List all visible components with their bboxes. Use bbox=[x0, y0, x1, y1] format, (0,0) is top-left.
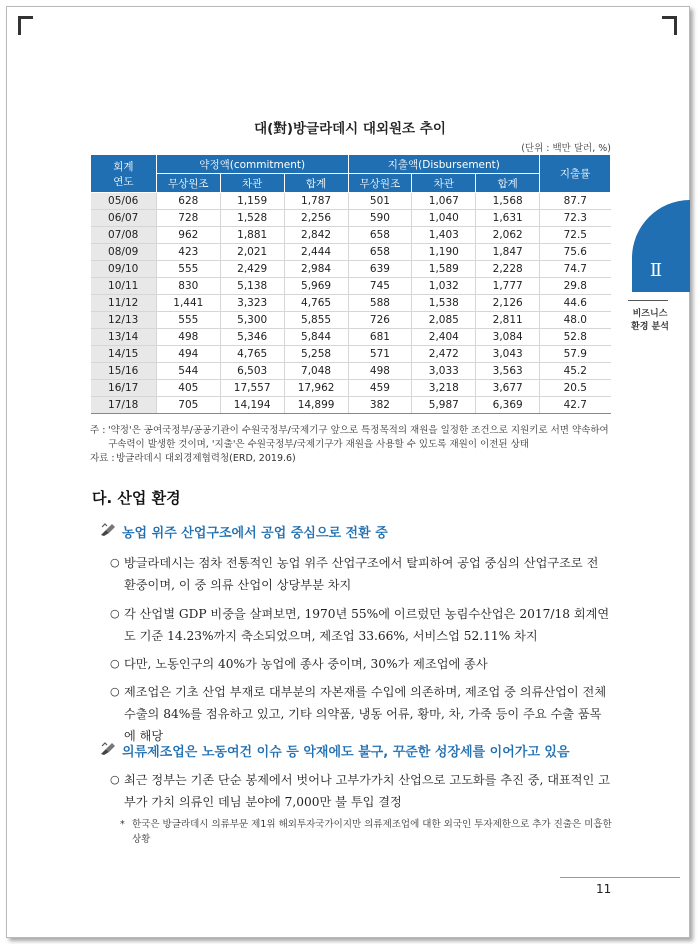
table-cell: 658 bbox=[348, 227, 412, 244]
table-cell: 5,300 bbox=[220, 312, 284, 329]
table-cell: 745 bbox=[348, 278, 412, 295]
table-cell: 639 bbox=[348, 261, 412, 278]
bullet-item bbox=[110, 681, 610, 747]
chapter-tab-label bbox=[624, 308, 676, 334]
table-cell: 726 bbox=[348, 312, 412, 329]
table-cell: 2,444 bbox=[284, 244, 348, 261]
table-cell: 459 bbox=[348, 380, 412, 397]
header-sub: 합계 bbox=[476, 174, 540, 193]
table-cell: 2,228 bbox=[476, 261, 540, 278]
table-row bbox=[91, 312, 611, 329]
table-cell: 501 bbox=[348, 193, 412, 210]
table-cell: 4,765 bbox=[284, 295, 348, 312]
table-cell: 3,084 bbox=[476, 329, 540, 346]
table-cell: 57.9 bbox=[540, 346, 611, 363]
table-cell: 14,194 bbox=[220, 397, 284, 414]
row-year-cell: 10/11 bbox=[91, 278, 157, 295]
table-cell: 2,021 bbox=[220, 244, 284, 261]
circle-bullet-icon: ○ bbox=[110, 773, 120, 786]
table-cell: 6,503 bbox=[220, 363, 284, 380]
bullet-text: 최근 정부는 기존 단순 봉제에서 벗어나 고부가가치 산업으로 고도화를 추진 중, 대표적인 고부가 가치 의류인 데님 분야에 7,000만 불 투입 결정 bbox=[124, 773, 610, 809]
table-cell: 2,429 bbox=[220, 261, 284, 278]
table-row bbox=[91, 278, 611, 295]
table-cell: 44.6 bbox=[540, 295, 611, 312]
row-year-cell: 05/06 bbox=[91, 193, 157, 210]
row-year-cell: 15/16 bbox=[91, 363, 157, 380]
subsection-title-2 bbox=[100, 741, 570, 760]
table-cell: 1,032 bbox=[412, 278, 476, 295]
table-cell: 1,040 bbox=[412, 210, 476, 227]
pen-icon bbox=[100, 523, 116, 541]
table-cell: 2,472 bbox=[412, 346, 476, 363]
table-cell: 17,557 bbox=[220, 380, 284, 397]
table-cell: 1,067 bbox=[412, 193, 476, 210]
header-sub: 합계 bbox=[284, 174, 348, 193]
page-number-rule bbox=[560, 877, 680, 878]
table-cell: 3,043 bbox=[476, 346, 540, 363]
table-cell: 75.6 bbox=[540, 244, 611, 261]
header-rate: 지출률 bbox=[540, 155, 611, 193]
table-row bbox=[91, 193, 611, 210]
chapter-tab-rule bbox=[628, 300, 668, 301]
bullet-text: 각 산업별 GDP 비중을 살펴보면, 1970년 55%에 이르렀던 농림수산업은 2017/18 회계연도 기준 14.23%까지 축소되었으며, 제조업 33.66%, 서비스업 52.11% 차지 bbox=[124, 607, 610, 643]
table-cell: 74.7 bbox=[540, 261, 611, 278]
table-cell: 382 bbox=[348, 397, 412, 414]
table-cell: 1,589 bbox=[412, 261, 476, 278]
table-row bbox=[91, 227, 611, 244]
row-year-cell: 11/12 bbox=[91, 295, 157, 312]
pen-icon bbox=[100, 742, 116, 760]
table-cell: 5,138 bbox=[220, 278, 284, 295]
chapter-label-line1: 비즈니스 bbox=[632, 309, 668, 319]
page-number: 11 bbox=[596, 882, 612, 896]
table-cell: 588 bbox=[348, 295, 412, 312]
table-cell: 1,538 bbox=[412, 295, 476, 312]
row-year-cell: 09/10 bbox=[91, 261, 157, 278]
table-cell: 705 bbox=[156, 397, 220, 414]
table-cell: 681 bbox=[348, 329, 412, 346]
table-row bbox=[91, 363, 611, 380]
table-cell: 1,528 bbox=[220, 210, 284, 227]
circle-bullet-icon: ○ bbox=[110, 685, 120, 698]
table-unit: (단위 : 백만 달러, %) bbox=[521, 143, 611, 154]
table-cell: 2,404 bbox=[412, 329, 476, 346]
bullet-item bbox=[110, 653, 610, 675]
table-row bbox=[91, 261, 611, 278]
header-commitment: 약정액(commitment) bbox=[156, 155, 348, 174]
subsection-title-text: 농업 위주 산업구조에서 공업 중심으로 전환 중 bbox=[122, 526, 388, 541]
table-row bbox=[91, 210, 611, 227]
table-cell: 1,568 bbox=[476, 193, 540, 210]
table-cell: 2,085 bbox=[412, 312, 476, 329]
chapter-numeral: Ⅱ bbox=[649, 260, 663, 281]
table-cell: 498 bbox=[156, 329, 220, 346]
row-year-cell: 12/13 bbox=[91, 312, 157, 329]
table-cell: 498 bbox=[348, 363, 412, 380]
row-year-cell: 17/18 bbox=[91, 397, 157, 414]
table-cell: 1,441 bbox=[156, 295, 220, 312]
table-row bbox=[91, 380, 611, 397]
circle-bullet-icon: ○ bbox=[110, 657, 120, 670]
row-year-cell: 06/07 bbox=[91, 210, 157, 227]
subsection-title-text: 의류제조업은 노동여건 이슈 등 악재에도 불구, 꾸준한 성장세를 이어가고 있음 bbox=[122, 745, 570, 760]
row-year-cell: 14/15 bbox=[91, 346, 157, 363]
bullet-item bbox=[110, 552, 610, 596]
source-label: 자료 : bbox=[90, 453, 115, 464]
table-cell: 29.8 bbox=[540, 278, 611, 295]
header-sub: 무상원조 bbox=[348, 174, 412, 193]
bullet-item bbox=[110, 603, 610, 647]
table-cell: 42.7 bbox=[540, 397, 611, 414]
table-cell: 5,855 bbox=[284, 312, 348, 329]
table-cell: 2,062 bbox=[476, 227, 540, 244]
table-cell: 5,346 bbox=[220, 329, 284, 346]
table-cell: 1,787 bbox=[284, 193, 348, 210]
bullet-text: 다만, 노동인구의 40%가 농업에 종사 중이며, 30%가 제조업에 종사 bbox=[124, 657, 488, 671]
table-cell: 544 bbox=[156, 363, 220, 380]
circle-bullet-icon: ○ bbox=[110, 607, 120, 620]
table-cell: 2,256 bbox=[284, 210, 348, 227]
table-title: 대(對)방글라데시 대외원조 추이 bbox=[254, 121, 446, 137]
table-row bbox=[91, 397, 611, 414]
table-cell: 7,048 bbox=[284, 363, 348, 380]
table-cell: 4,765 bbox=[220, 346, 284, 363]
table-cell: 555 bbox=[156, 261, 220, 278]
table-cell: 1,159 bbox=[220, 193, 284, 210]
table-row bbox=[91, 295, 611, 312]
aid-table bbox=[90, 154, 611, 414]
table-cell: 658 bbox=[348, 244, 412, 261]
circle-bullet-icon: ○ bbox=[110, 556, 120, 569]
table-cell: 6,369 bbox=[476, 397, 540, 414]
table-cell: 3,218 bbox=[412, 380, 476, 397]
footnote-mark: * bbox=[120, 819, 125, 830]
table-notes bbox=[90, 424, 612, 466]
table-cell: 20.5 bbox=[540, 380, 611, 397]
table-source bbox=[90, 452, 612, 466]
table-cell: 571 bbox=[348, 346, 412, 363]
table-cell: 3,323 bbox=[220, 295, 284, 312]
footnote bbox=[120, 817, 612, 847]
table-cell: 2,811 bbox=[476, 312, 540, 329]
chapter-label-line2: 환경 분석 bbox=[631, 322, 669, 332]
crop-mark-top-right bbox=[662, 16, 677, 35]
table-cell: 423 bbox=[156, 244, 220, 261]
row-year-cell: 13/14 bbox=[91, 329, 157, 346]
table-cell: 48.0 bbox=[540, 312, 611, 329]
table-cell: 1,403 bbox=[412, 227, 476, 244]
header-year-line2: 연도 bbox=[113, 175, 134, 188]
table-cell: 1,190 bbox=[412, 244, 476, 261]
table-cell: 1,847 bbox=[476, 244, 540, 261]
table-cell: 1,631 bbox=[476, 210, 540, 227]
table-cell: 17,962 bbox=[284, 380, 348, 397]
row-year-cell: 08/09 bbox=[91, 244, 157, 261]
table-cell: 494 bbox=[156, 346, 220, 363]
crop-mark-top-left bbox=[18, 16, 33, 35]
table-body bbox=[91, 193, 611, 414]
table-cell: 5,969 bbox=[284, 278, 348, 295]
table-row bbox=[91, 346, 611, 363]
table-cell: 2,842 bbox=[284, 227, 348, 244]
table-cell: 1,777 bbox=[476, 278, 540, 295]
table-note bbox=[90, 424, 612, 452]
table-cell: 3,033 bbox=[412, 363, 476, 380]
table-cell: 590 bbox=[348, 210, 412, 227]
table-cell: 5,844 bbox=[284, 329, 348, 346]
row-year-cell: 07/08 bbox=[91, 227, 157, 244]
header-sub: 차관 bbox=[412, 174, 476, 193]
source-text: 방글라데시 대외경제협력청(ERD, 2019.6) bbox=[116, 453, 296, 464]
bullet-item bbox=[110, 769, 610, 813]
header-sub: 무상원조 bbox=[156, 174, 220, 193]
table-cell: 5,987 bbox=[412, 397, 476, 414]
bullet-text: 방글라데시는 점차 전통적인 농업 위주 산업구조에서 탈피하여 공업 중심의 산업구조로 전환중이며, 이 중 의류 산업이 상당부분 차지 bbox=[124, 556, 599, 592]
table-cell: 72.3 bbox=[540, 210, 611, 227]
note-label: 주 : bbox=[90, 425, 106, 436]
table-cell: 555 bbox=[156, 312, 220, 329]
row-year-cell: 16/17 bbox=[91, 380, 157, 397]
footnote-text: 한국은 방글라데시 의류부문 제1위 해외투자국가이지만 의류제조업에 대한 외국인 투자제한으로 추가 진출은 미흡한 상황 bbox=[132, 819, 612, 845]
table-row bbox=[91, 329, 611, 346]
bullet-text: 제조업은 기초 산업 부재로 대부분의 자본재를 수입에 의존하며, 제조업 중 의류산업이 전체 수출의 84%를 점유하고 있고, 기타 의약품, 냉동 어류, 황마, 차, 가죽 등이 주요 수출 품목에 해당 bbox=[124, 685, 607, 743]
subsection-title-1 bbox=[100, 522, 388, 541]
table-cell: 72.5 bbox=[540, 227, 611, 244]
table-cell: 1,881 bbox=[220, 227, 284, 244]
table-cell: 52.8 bbox=[540, 329, 611, 346]
note-text: '약정'은 공여국정부/공공기관이 수원국정부/국제기구 앞으로 특정목적의 재원을 일정한 조건으로 지원키로 서면 약속하여 구속력이 발생한 것이며, '지출'은 수원국정부/국제기구가 재원을 사용할 수 있도록 재원이 이전된 상태 bbox=[108, 425, 609, 450]
table-cell: 628 bbox=[156, 193, 220, 210]
header-disbursement: 지출액(Disbursement) bbox=[348, 155, 540, 174]
header-year bbox=[91, 155, 157, 193]
table-cell: 2,984 bbox=[284, 261, 348, 278]
table-cell: 14,899 bbox=[284, 397, 348, 414]
header-sub: 차관 bbox=[220, 174, 284, 193]
table-cell: 405 bbox=[156, 380, 220, 397]
section-title: 다. 산업 환경 bbox=[92, 489, 181, 507]
table-cell: 962 bbox=[156, 227, 220, 244]
table-cell: 87.7 bbox=[540, 193, 611, 210]
table-cell: 45.2 bbox=[540, 363, 611, 380]
table-cell: 3,677 bbox=[476, 380, 540, 397]
header-year-line1: 회계 bbox=[113, 160, 134, 173]
table-cell: 2,126 bbox=[476, 295, 540, 312]
table-cell: 3,563 bbox=[476, 363, 540, 380]
table-cell: 5,258 bbox=[284, 346, 348, 363]
table-cell: 728 bbox=[156, 210, 220, 227]
table-row bbox=[91, 244, 611, 261]
table-cell: 830 bbox=[156, 278, 220, 295]
